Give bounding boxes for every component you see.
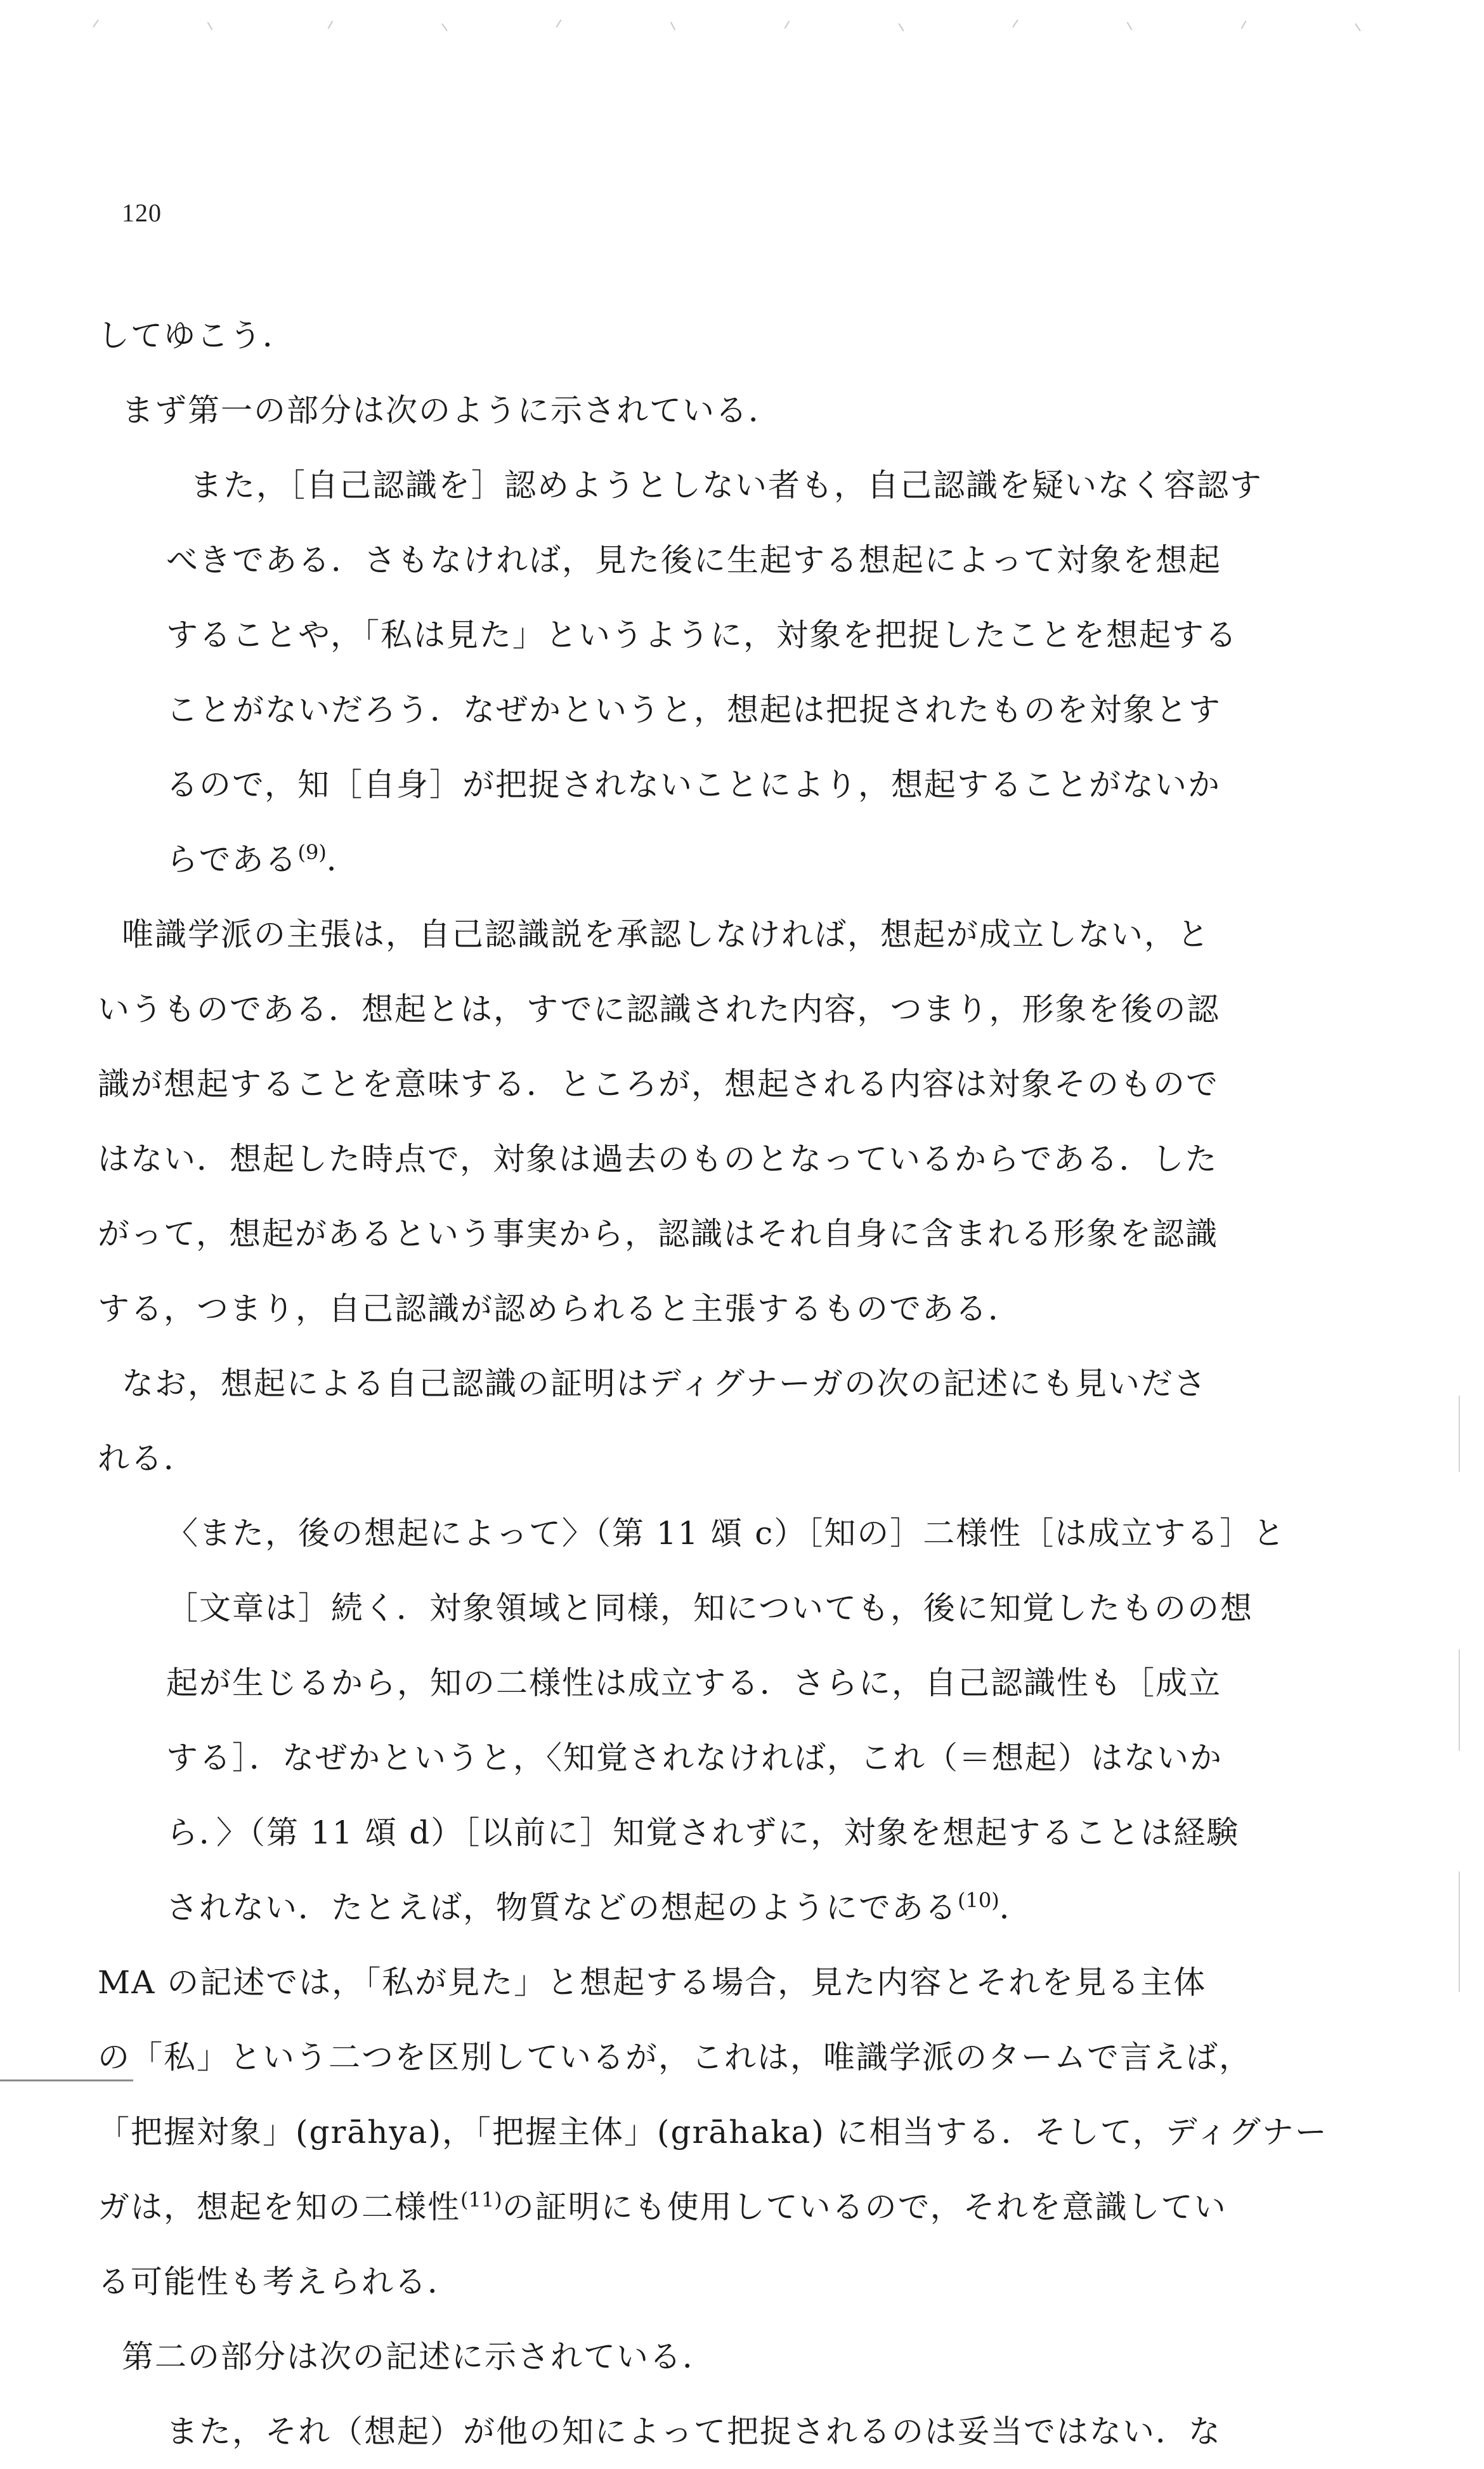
footnote-marker: (9): [297, 840, 327, 865]
quote-text: ．: [326, 841, 360, 878]
quote-line: することや，「私は見た」というように，対象を把捉したことを想起する: [166, 617, 1238, 653]
text-line: 識が想起することを意味する．ところが，想起される内容は対象そのもので: [98, 1066, 1219, 1103]
text-line: してゆこう．: [98, 317, 296, 354]
quote-line: ことがないだろう．なぜかというと，想起は把捉されたものを対象とす: [166, 691, 1221, 728]
text-line: なお，想起による自己認識の証明はディグナーガの次の記述にも見いださ: [122, 1365, 1207, 1402]
quote-line: [98, 822, 1195, 897]
text-line: いうものである．想起とは，すでに認識された内容，つまり，形象を後の認: [98, 991, 1220, 1028]
text-line: はない．想起した時点で，対象は過去のものとなっているからである．した: [98, 1141, 1218, 1177]
body-text: ガは，想起を知の二様性: [98, 2189, 460, 2225]
paragraph: [98, 897, 1220, 1346]
footnote-marker: (10): [958, 1888, 999, 1913]
quote-line: また，［自己認識を］認めようとしない者も，自己認識を疑いなく容認す: [190, 467, 1263, 504]
quote-line: ［文章は］続く．対象領域と同様，知についても，後に知覚したものの想: [166, 1590, 1253, 1627]
text-line: 「把握対象」(grāhya)，「把握主体」(grāhaka) に相当する．そして，ディグナー: [98, 2114, 1328, 2151]
text-line: がって，想起があるという事実から，認識はそれ自身に含まれる形象を認識: [98, 1215, 1218, 1252]
quote-line: べきである．さもなければ，見た後に生起する想起によって対象を想起: [166, 542, 1221, 579]
page-number: 120: [122, 199, 162, 227]
text-line: まず第一の部分は次のように示されている．: [122, 392, 781, 429]
text-line: [98, 2170, 1227, 2244]
quote-text: されない．たとえば，物質などの想起のようにである: [166, 1889, 958, 1926]
quote-text: らである: [166, 841, 298, 878]
paragraph: [98, 1945, 1328, 2319]
quotation-block: [98, 1496, 1286, 1945]
text-line: れる．: [98, 1440, 197, 1477]
page-body: [98, 298, 1328, 2469]
quote-line: 〈また，後の想起によって〉（第 11 頌 c）［知の］二様性［は成立する］と: [166, 1515, 1286, 1552]
text-line: 唯識学派の主張は，自己認識説を承認しなければ，想起が成立しない，と: [122, 916, 1210, 953]
text-line: MA の記述では，「私が見た」と想起する場合，見た内容とそれを見る主体: [98, 1964, 1207, 2001]
text-line: の「私」という二つを区別しているが，これは，唯識学派のタームで言えば，: [98, 2039, 1252, 2076]
quote-line: [98, 1870, 1195, 1945]
quote-line: 起が生じるから，知の二様性は成立する．さらに，自己認識性も［成立: [166, 1665, 1221, 1701]
quote-line: する］．なぜかというと，〈知覚されなければ，これ（＝想起）はないか: [166, 1739, 1223, 1776]
body-text: の証明にも使用しているので，それを意識してい: [502, 2189, 1227, 2225]
paragraph: [98, 1346, 1207, 1496]
quote-text: ．: [999, 1889, 1032, 1926]
quote-line: るので，知［自身］が把捉されないことにより，想起することがないか: [166, 766, 1221, 803]
quote-line: また，それ（想起）が他の知によって把捉されるのは妥当ではない．な: [166, 2413, 1221, 2450]
footnote-marker: (11): [460, 2187, 502, 2212]
text-line: 第二の部分は次の記述に示されている．: [122, 2338, 715, 2375]
text-line: る可能性も考えられる．: [98, 2263, 460, 2300]
text-line: する，つまり，自己認識が認められると主張するものである．: [98, 1290, 1021, 1327]
quotation-block: [98, 448, 1263, 897]
quote-line: ら．〉（第 11 頌 d）［以前に］知覚されずに，対象を想起することは経験: [166, 1814, 1240, 1851]
